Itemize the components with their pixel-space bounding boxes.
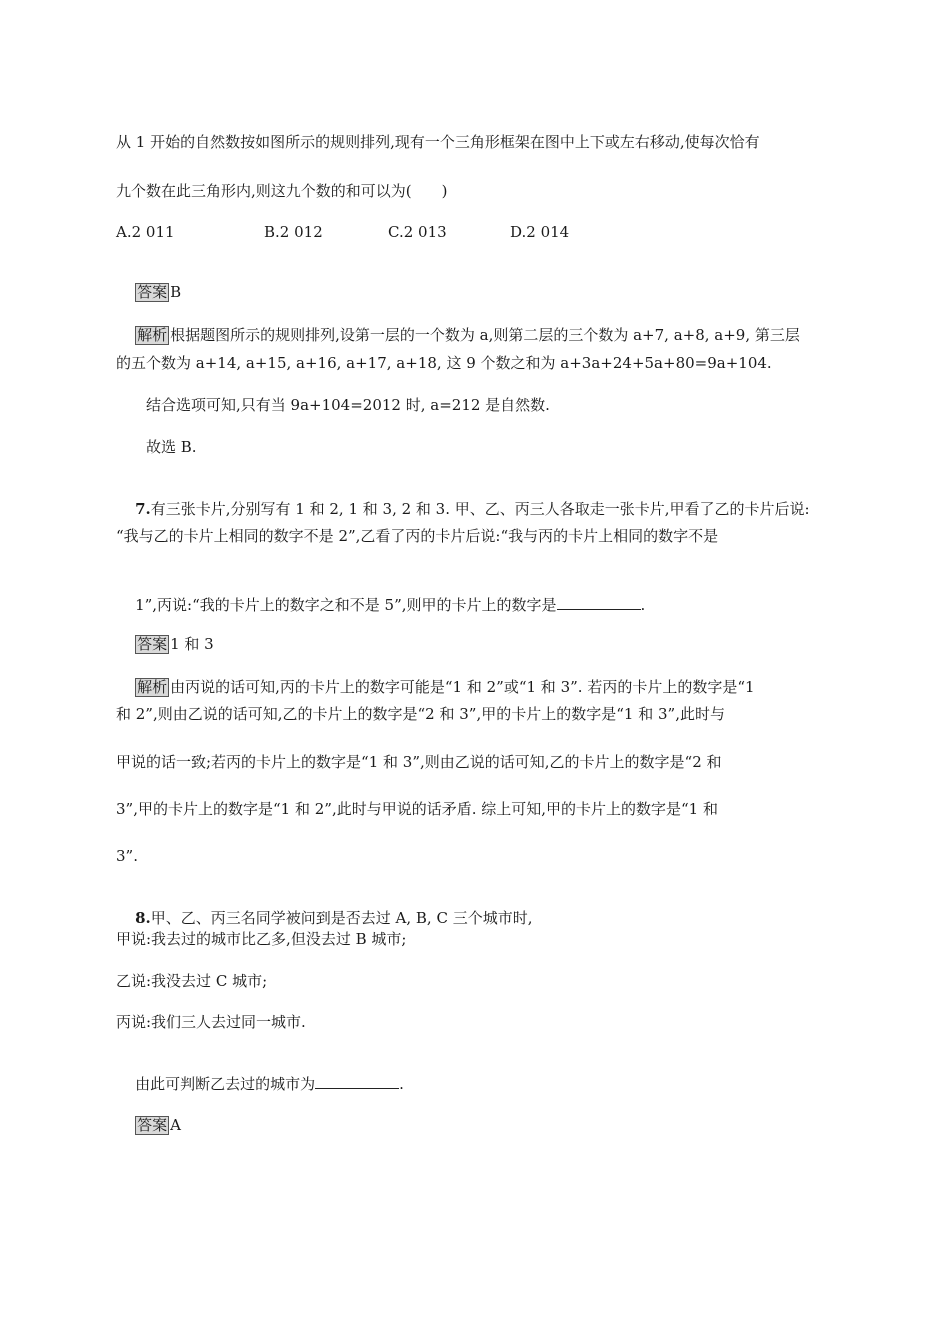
q6-answer-value: B xyxy=(170,283,182,301)
q7-stem-line-2: “我与乙的卡片上相同的数字不是 2”,乙看了丙的卡片后说:“我与丙的卡片上相同的数字不是 xyxy=(116,527,719,545)
q8-answer-value: A xyxy=(170,1116,181,1134)
answer-tag: 答案 xyxy=(137,635,168,653)
q8-stem-line-4: 丙说:我们三人去过同一城市. xyxy=(116,1013,306,1031)
q7-stem-line-1: 有三张卡片,分别写有 1 和 2, 1 和 3, 2 和 3. 甲、乙、丙三人各取走一张卡片,甲看了乙的卡片后说: xyxy=(150,500,810,518)
q7-answer-value: 1 和 3 xyxy=(170,635,214,653)
q8-stem-period: . xyxy=(399,1075,404,1093)
q8-stem-line-2: 甲说:我去过的城市比乙多,但没去过 B 城市; xyxy=(116,930,407,948)
q7-stem-line-3: 1”,丙说:“我的卡片上的数字之和不是 5”,则甲的卡片上的数字是 xyxy=(135,596,557,614)
answer-tag: 答案 xyxy=(137,1116,168,1134)
q7-analysis-line-1: 由丙说的话可知,丙的卡片上的数字可能是“1 和 2”或“1 和 3”. 若丙的卡片上的数字是“1 xyxy=(170,678,755,696)
q7-answer-blank xyxy=(557,594,641,610)
q8-number: 8. xyxy=(135,909,151,927)
q6-option-c: C.2 013 xyxy=(388,223,447,241)
q6-analysis-line-1: 根据题图所示的规则排列,设第一层的一个数为 a,则第二层的三个数为 a+7, a+8, a+9, 第三层 xyxy=(170,326,800,344)
q8-stem-line-1: 甲、乙、丙三名同学被问到是否去过 A, B, C 三个城市时, xyxy=(150,909,533,927)
q7-number: 7. xyxy=(135,500,151,518)
q6-analysis-line-3: 结合选项可知,只有当 9a+104=2012 时, a=212 是自然数. xyxy=(146,396,550,414)
answer-tag: 答案 xyxy=(137,283,168,301)
q6-stem-line-1: 从 1 开始的自然数按如图所示的规则排列,现有一个三角形框架在图中上下或左右移动,使每次恰有 xyxy=(116,133,760,151)
q6-option-a: A.2 011 xyxy=(116,223,175,241)
q8-answer-blank xyxy=(315,1073,399,1089)
q6-analysis-line-4: 故选 B. xyxy=(146,438,197,456)
q6-option-d: D.2 014 xyxy=(510,223,570,241)
q7-analysis-line-5: 3”. xyxy=(116,847,138,865)
q8-stem-line-3: 乙说:我没去过 C 城市; xyxy=(116,972,268,990)
analysis-tag: 解析 xyxy=(137,326,168,344)
q8-answer-row xyxy=(116,1095,181,1155)
q7-analysis-line-3: 甲说的话一致;若丙的卡片上的数字是“1 和 3”,则由乙说的话可知,乙的卡片上的数字是“2 和 xyxy=(116,753,722,771)
q6-stem-line-2: 九个数在此三角形内,则这九个数的和可以为( ) xyxy=(116,182,448,200)
q6-option-b: B.2 012 xyxy=(264,223,323,241)
q7-analysis-line-4: 3”,甲的卡片上的数字是“1 和 2”,此时与甲说的话矛盾. 综上可知,甲的卡片上的数字是“1 和 xyxy=(116,800,718,818)
q7-stem-period: . xyxy=(640,596,646,614)
q6-analysis-line-2: 的五个数为 a+14, a+15, a+16, a+17, a+18, 这 9 个数之和为 a+3a+24+5a+80=9a+104. xyxy=(116,354,772,372)
q7-analysis-line-2: 和 2”,则由乙说的话可知,乙的卡片上的数字是“2 和 3”,甲的卡片上的数字是“1 和 3”,此时与 xyxy=(116,705,725,723)
q8-stem-line-5: 由此可判断乙去过的城市为 xyxy=(135,1075,316,1093)
analysis-tag: 解析 xyxy=(137,678,168,696)
